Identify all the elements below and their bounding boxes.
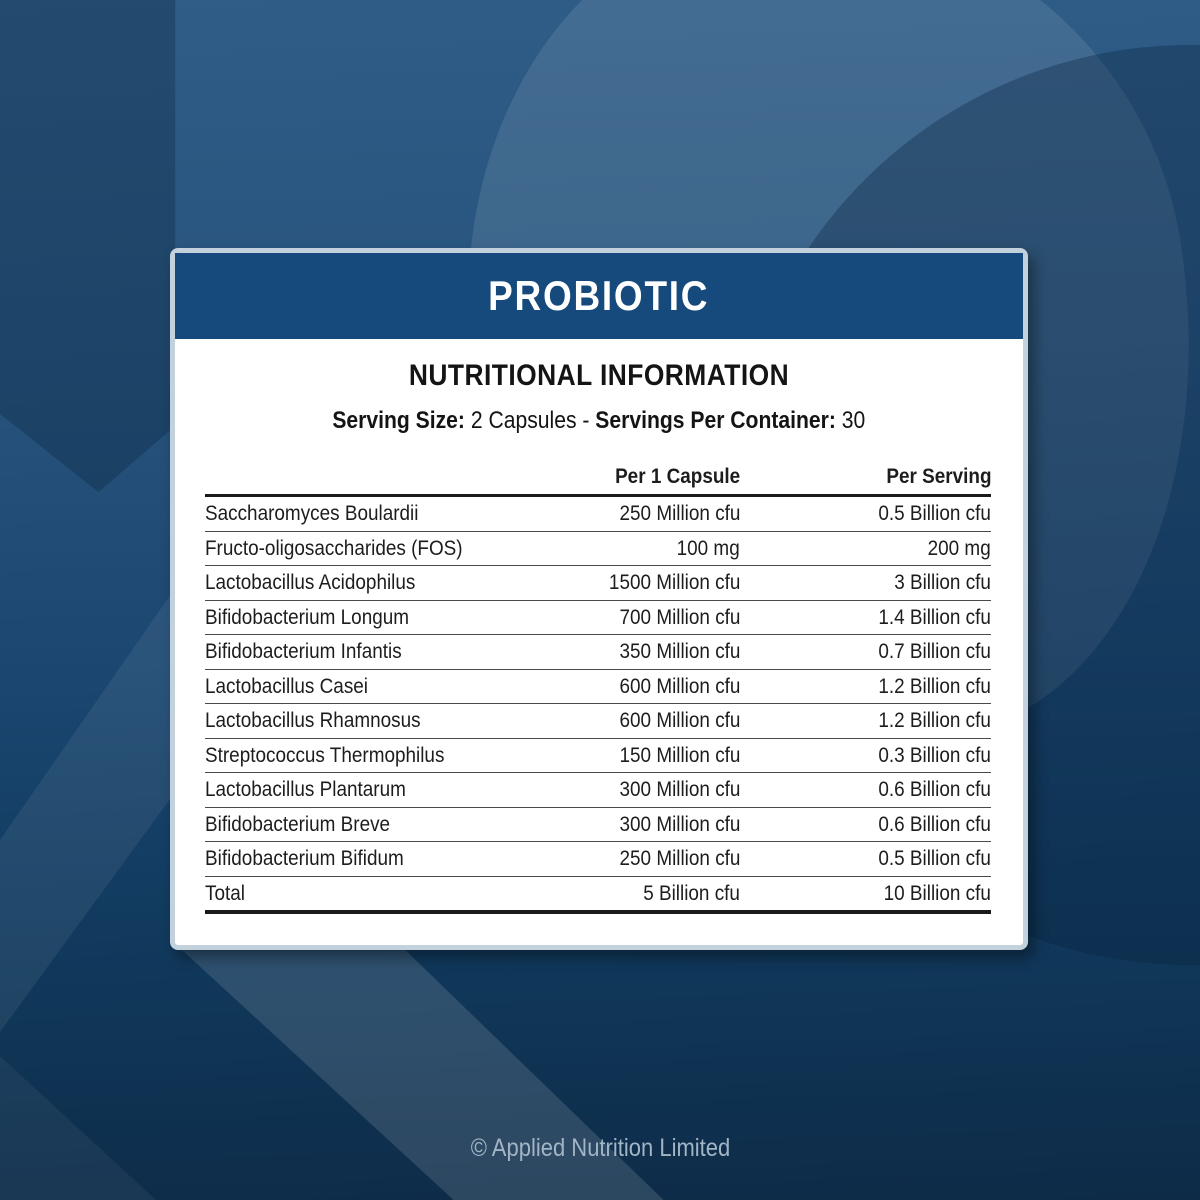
table-row — [205, 807, 991, 842]
ingredient-name-cell: Streptococcus Thermophilus — [205, 738, 559, 773]
per-serving-value-cell: 1.4 Billion cfu — [740, 600, 991, 635]
per-capsule-value-cell: 100 mg — [559, 531, 740, 566]
table-row — [205, 531, 991, 566]
ingredient-name-cell: Saccharomyces Boulardii — [205, 496, 559, 532]
ingredient-name-cell: Lactobacillus Casei — [205, 669, 559, 704]
table-row — [205, 600, 991, 635]
per-capsule-value-cell: 350 Million cfu — [559, 635, 740, 670]
per-capsule-value-cell: 150 Million cfu — [559, 738, 740, 773]
serving-info-line — [175, 407, 1023, 435]
ingredient-name-cell: Bifidobacterium Infantis — [205, 635, 559, 670]
per-capsule-value-cell: 300 Million cfu — [559, 773, 740, 808]
per-capsule-value-cell: 600 Million cfu — [559, 669, 740, 704]
column-header-per-serving: Per Serving — [740, 459, 991, 496]
table-rows — [205, 496, 991, 877]
table-row — [205, 496, 991, 532]
serving-separator: - — [582, 407, 590, 434]
ingredient-name-cell: Fructo-oligosaccharides (FOS) — [205, 531, 559, 566]
per-serving-value-cell: 1.2 Billion cfu — [740, 669, 991, 704]
serving-size-value: 2 Capsules — [471, 407, 577, 434]
nutrition-table — [205, 459, 991, 914]
section-heading — [175, 359, 1023, 393]
per-serving-value-cell: 0.6 Billion cfu — [740, 807, 991, 842]
table-row — [205, 842, 991, 877]
total-per-serving-cell: 10 Billion cfu — [740, 876, 991, 912]
per-serving-value-cell: 0.5 Billion cfu — [740, 842, 991, 877]
table-row — [205, 566, 991, 601]
table-total-row — [205, 876, 991, 912]
serving-size-label: Serving Size: — [332, 407, 466, 434]
product-title — [473, 272, 724, 320]
ingredient-name-cell: Bifidobacterium Longum — [205, 600, 559, 635]
per-capsule-value-cell: 600 Million cfu — [559, 704, 740, 739]
section-heading-text: NUTRITIONAL INFORMATION — [408, 359, 790, 392]
per-capsule-value-cell: 250 Million cfu — [559, 496, 740, 532]
table-row — [205, 669, 991, 704]
table-row — [205, 635, 991, 670]
per-serving-value-cell: 0.5 Billion cfu — [740, 496, 991, 532]
per-capsule-value-cell: 1500 Million cfu — [559, 566, 740, 601]
per-serving-value-cell: 200 mg — [740, 531, 991, 566]
product-title-text: PROBIOTIC — [488, 272, 710, 319]
ingredient-name-cell: Bifidobacterium Bifidum — [205, 842, 559, 877]
ingredient-name-cell: Bifidobacterium Breve — [205, 807, 559, 842]
per-serving-value-cell: 1.2 Billion cfu — [740, 704, 991, 739]
panel-header — [175, 253, 1023, 339]
per-capsule-value-cell: 250 Million cfu — [559, 842, 740, 877]
total-per-capsule-cell: 5 Billion cfu — [559, 876, 740, 912]
copyright-text: © Applied Nutrition Limited — [470, 1134, 730, 1162]
ingredient-name-cell: Lactobacillus Acidophilus — [205, 566, 559, 601]
servings-per-container-value: 30 — [841, 407, 866, 434]
per-serving-value-cell: 0.6 Billion cfu — [740, 773, 991, 808]
table-header — [205, 459, 991, 496]
total-label-cell: Total — [205, 876, 559, 912]
servings-per-container-label: Servings Per Container: — [595, 407, 837, 434]
per-serving-value-cell: 3 Billion cfu — [740, 566, 991, 601]
table-row — [205, 704, 991, 739]
per-serving-value-cell: 0.7 Billion cfu — [740, 635, 991, 670]
nutrition-panel — [170, 248, 1028, 950]
column-header-ingredient — [205, 459, 559, 496]
panel-body — [175, 359, 1023, 914]
ingredient-name-cell: Lactobacillus Plantarum — [205, 773, 559, 808]
column-header-per-capsule: Per 1 Capsule — [559, 459, 740, 496]
per-capsule-value-cell: 700 Million cfu — [559, 600, 740, 635]
ingredient-name-cell: Lactobacillus Rhamnosus — [205, 704, 559, 739]
table-row — [205, 738, 991, 773]
table-row — [205, 773, 991, 808]
per-capsule-value-cell: 300 Million cfu — [559, 807, 740, 842]
per-serving-value-cell: 0.3 Billion cfu — [740, 738, 991, 773]
copyright-notice — [0, 1134, 1200, 1163]
